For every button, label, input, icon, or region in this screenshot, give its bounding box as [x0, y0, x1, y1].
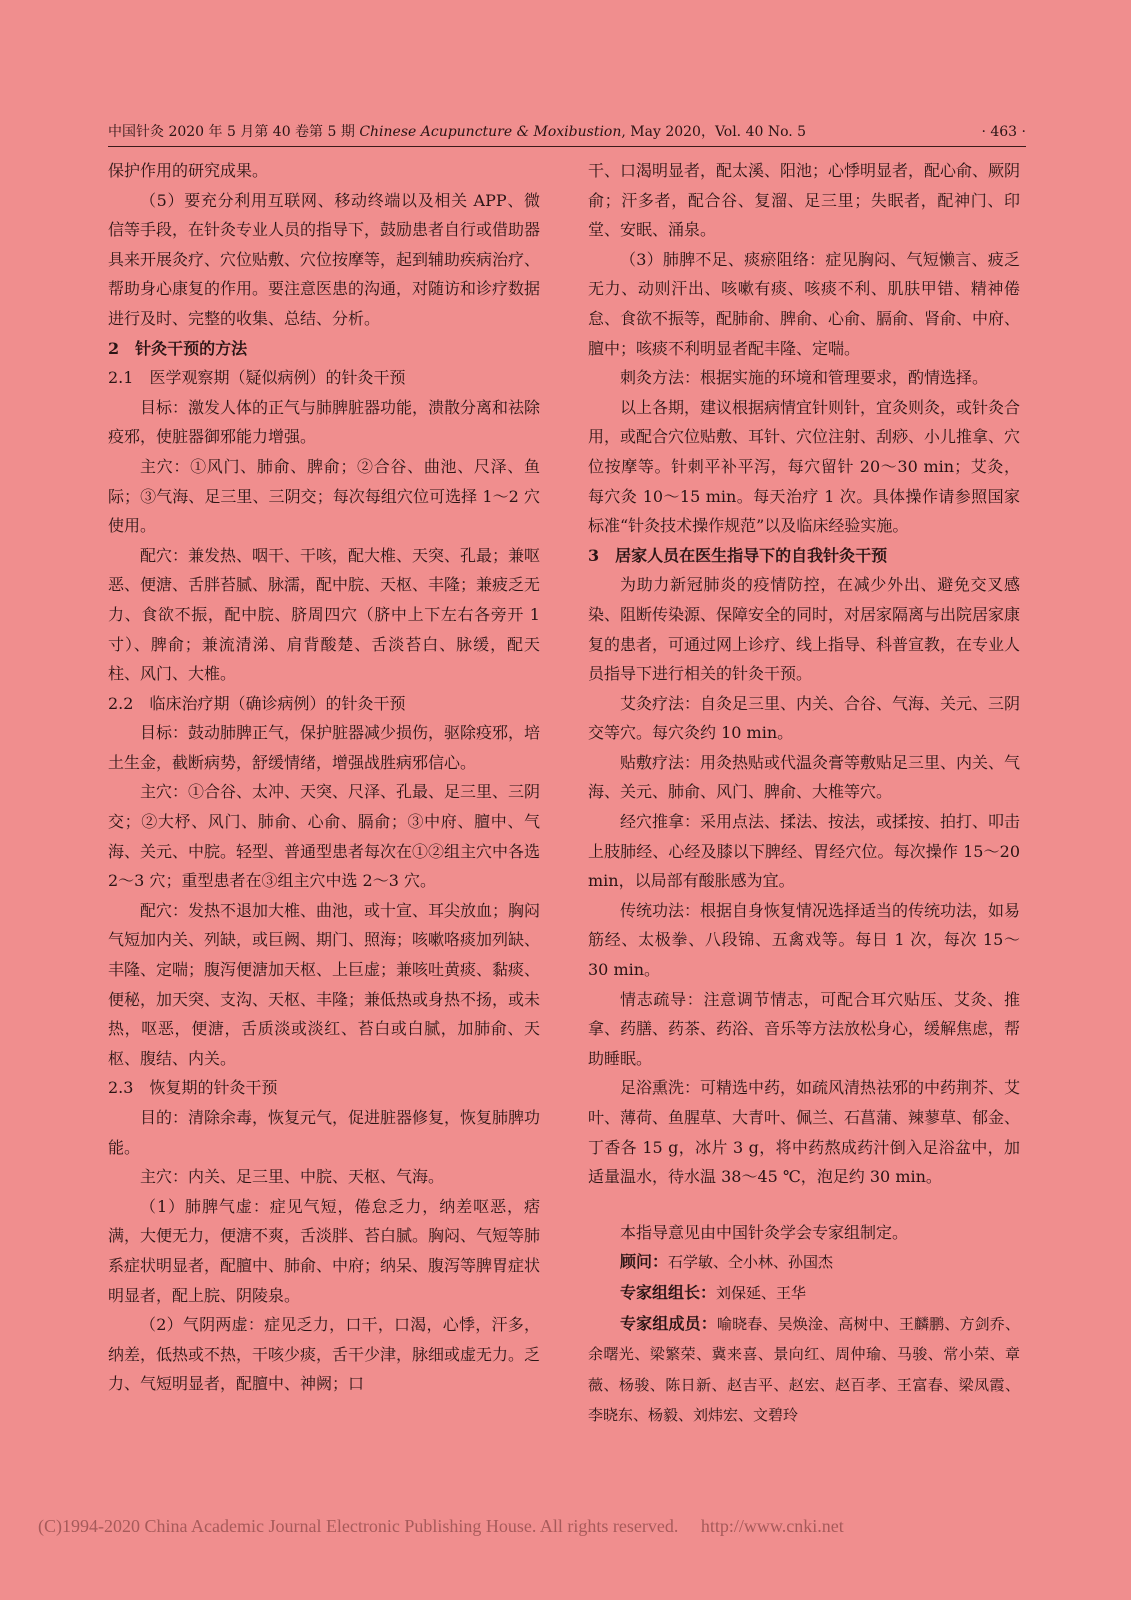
right-column — [588, 156, 1020, 1431]
page-number: · 463 · — [981, 124, 1026, 140]
group-members-label: 专家组成员： — [620, 1313, 717, 1333]
paragraph: 刺灸方法：根据实施的环境和管理要求，酌情选择。 — [620, 368, 989, 388]
paragraph: 保护作用的研究成果。 — [108, 161, 269, 180]
section-heading: 3 居家人员在医生指导下的自我针灸干预 — [588, 545, 888, 565]
advisors-names: 石学敏、仝小林、孙国杰 — [668, 1253, 834, 1272]
paragraph: 为助力新冠肺炎的疫情防控，在减少外出、避免交叉感染、阻断传染源、保障安全的同时，对居家隔离与出院居家康复的患者，可通过网上诊疗、线上指导、科普宣教，在专业人员指导下进行相关的针灸干预。 — [588, 575, 1021, 684]
paragraph: 目标：激发人体的正气与肺脾脏器功能，溃散分离和祛除疫邪，使脏器御邪能力增强。 — [108, 397, 541, 447]
group-members-names: 喻晓春、吴焕淦、高树中、王麟鹏、方剑乔、余曙光、梁繁荣、冀来喜、景向红、周仲瑜、马骏、常小荣、章薇、杨骏、陈日新、赵吉平、赵宏、赵百孝、王富春、梁凤霞、李晓东、杨毅、刘炜宏、文碧玲 — [588, 1314, 1020, 1425]
copyright-footer: (C)1994-2020 China Academic Journal Electronic Publishing House. All rights reserved. http://www.cnki.net — [38, 1516, 844, 1536]
paragraph: 传统功法：根据自身恢复情况选择适当的传统功法，如易筋经、太极拳、八段锦、五禽戏等。每日 1 次，每次 15～30 min。 — [588, 900, 1021, 980]
paragraph: 配穴：兼发热、咽干、干咳，配大椎、天突、孔最；兼呕恶、便溏、舌胖苔腻、脉濡，配中脘、天枢、丰隆；兼疲乏无力、食欲不振，配中脘、脐周四穴（脐中上下左右各旁开 1 寸）、脾俞；兼流清涕、肩背酸楚、舌淡苔白、脉缓，配天柱、风门、大椎。 — [108, 545, 541, 684]
section-heading: 2 针灸干预的方法 — [108, 338, 248, 358]
header-rule — [108, 146, 1026, 147]
paragraph: 主穴：内关、足三里、中脘、天枢、气海。 — [140, 1167, 445, 1187]
journal-issue: , May 2020，Vol. 40 No. 5 — [621, 124, 807, 140]
paragraph: 配穴：发热不退加大椎、曲池，或十宣、耳尖放血；胸闷气短加内关、列缺，或巨阙、期门、照海；咳嗽咯痰加列缺、丰隆、定喘；腹泻便溏加天枢、上巨虚；兼咳吐黄痰、黏痰、便秘，加天突、支沟、天枢、丰隆；兼低热或身热不扬，或未热，呕恶，便溏，舌质淡或淡红、苔白或白腻，加肺俞、天枢、腹结、内关。 — [108, 900, 541, 1068]
paragraph: 目的：清除余毒，恢复元气，促进脏器修复，恢复肺脾功能。 — [108, 1108, 541, 1157]
advisors-label: 顾问： — [620, 1252, 669, 1272]
subsection-heading: 2.2 临床治疗期（确诊病例）的针灸干预 — [108, 693, 406, 713]
group-leaders — [588, 1278, 1020, 1309]
paragraph: （5）要充分利用互联网、移动终端以及相关 APP、微信等手段，在针灸专业人员的指导下，鼓励患者自行或借助器具来开展灸疗、穴位贴敷、穴位按摩等，起到辅助疾病治疗、帮助身心康复的作用。要注意医患的沟通，对随访和诊疗数据进行及时、完整的收集、总结、分析。 — [108, 190, 541, 328]
group-leaders-label: 专家组组长： — [620, 1282, 717, 1302]
paragraph: （1）肺脾气虚：症见气短，倦怠乏力，纳差呕恶，痞满，大便无力，便溏不爽，舌淡胖、苔白腻。胸闷、气短等肺系症状明显者，配膻中、肺俞、中府；纳呆、腹泻等脾胃症状明显者，配上脘、阴陵泉。 — [108, 1196, 541, 1305]
paragraph: 以上各期，建议根据病情宜针则针，宜灸则灸，或针灸合用，或配合穴位贴敷、耳针、穴位注射、刮痧、小儿推拿、穴位按摩等。针刺平补平泻，每穴留针 20～30 min；艾灸，每穴灸 10～15 min。每天治疗 1 次。具体操作请参照国家标准“针灸技术操作规范”以及临床经验实施。 — [588, 397, 1021, 536]
group-members — [588, 1309, 1020, 1431]
paragraph: 干、口渴明显者，配太溪、阳池；心悸明显者，配心俞、厥阴俞；汗多者，配合谷、复溜、足三里；失眠者，配神门、印堂、安眠、涌泉。 — [588, 161, 1021, 240]
running-header — [108, 119, 1026, 145]
paragraph: 主穴：①合谷、太冲、天突、尺泽、孔最、足三里、三阴交；②大杼、风门、肺俞、心俞、膈俞；③中府、膻中、气海、关元、中脘。轻型、普通型患者每次在①②组主穴中各选 2～3 穴；重型患者在③组主穴中选 2～3 穴。 — [108, 782, 541, 891]
subsection-heading: 2.3 恢复期的针灸干预 — [108, 1078, 278, 1098]
spacer — [588, 1192, 1020, 1218]
subsection-heading: 2.1 医学观察期（疑似病例）的针灸干预 — [108, 368, 406, 388]
paragraph: （3）肺脾不足、痰瘀阻络：症见胸闷、气短懒言、疲乏无力、动则汗出、咳嗽有痰、咳痰不利、肌肤甲错、精神倦怠、食欲不振等，配肺俞、脾俞、心俞、膈俞、肾俞、中府、膻中；咳痰不利明显者配丰隆、定喘。 — [588, 249, 1021, 358]
advisors — [588, 1247, 1020, 1278]
paragraph: 主穴：①风门、肺俞、脾俞；②合谷、曲池、尺泽、鱼际；③气海、足三里、三阴交；每次每组穴位可选择 1～2 穴使用。 — [108, 456, 540, 536]
credit-line: 本指导意见由中国针灸学会专家组制定。 — [620, 1222, 909, 1242]
left-column — [108, 156, 540, 1399]
journal-name-cn: 中国针灸 2020 年 5 月第 40 卷第 5 期 — [108, 124, 360, 140]
paragraph: 情志疏导：注意调节情志，可配合耳穴贴压、艾灸、推拿、药膳、药茶、药浴、音乐等方法放松身心，缓解焦虑，帮助睡眠。 — [588, 989, 1021, 1068]
paragraph: 目标：鼓动肺脾正气，保护脏器减少损伤，驱除疫邪，培土生金，截断病势，舒缓情绪，增强战胜病邪信心。 — [108, 723, 541, 772]
paragraph: 艾灸疗法：自灸足三里、内关、合谷、气海、关元、三阴交等穴。每穴灸约 10 min。 — [588, 693, 1021, 743]
paragraph: 经穴推拿：采用点法、揉法、按法，或揉按、拍打、叩击上肢肺经、心经及膝以下脾经、胃经穴位。每次操作 15～20 min，以局部有酸胀感为宜。 — [588, 812, 1021, 891]
journal-line — [108, 119, 806, 145]
paragraph: 贴敷疗法：用灸热贴或代温灸膏等敷贴足三里、内关、气海、关元、肺俞、风门、脾俞、大椎等穴。 — [588, 752, 1021, 802]
group-leaders-names: 刘保延、王华 — [716, 1283, 807, 1302]
paragraph: （2）气阴两虚：症见乏力，口干，口渴，心悸，汗多，纳差，低热或不热，干咳少痰，舌干少津，脉细或虚无力。乏力、气短明显者，配膻中、神阙；口 — [108, 1315, 541, 1394]
journal-name-en: Chinese Acupuncture & Moxibustion — [359, 124, 622, 140]
paragraph: 足浴熏洗：可精选中药，如疏风清热祛邪的中药荆芥、艾叶、薄荷、鱼腥草、大青叶、佩兰、石菖蒲、辣蓼草、郁金、丁香各 15 g，冰片 3 g，将中药熬成药汁倒入足浴盆中，加适量温水，待水温 38～45 ℃，泡足约 30 min。 — [588, 1078, 1021, 1187]
